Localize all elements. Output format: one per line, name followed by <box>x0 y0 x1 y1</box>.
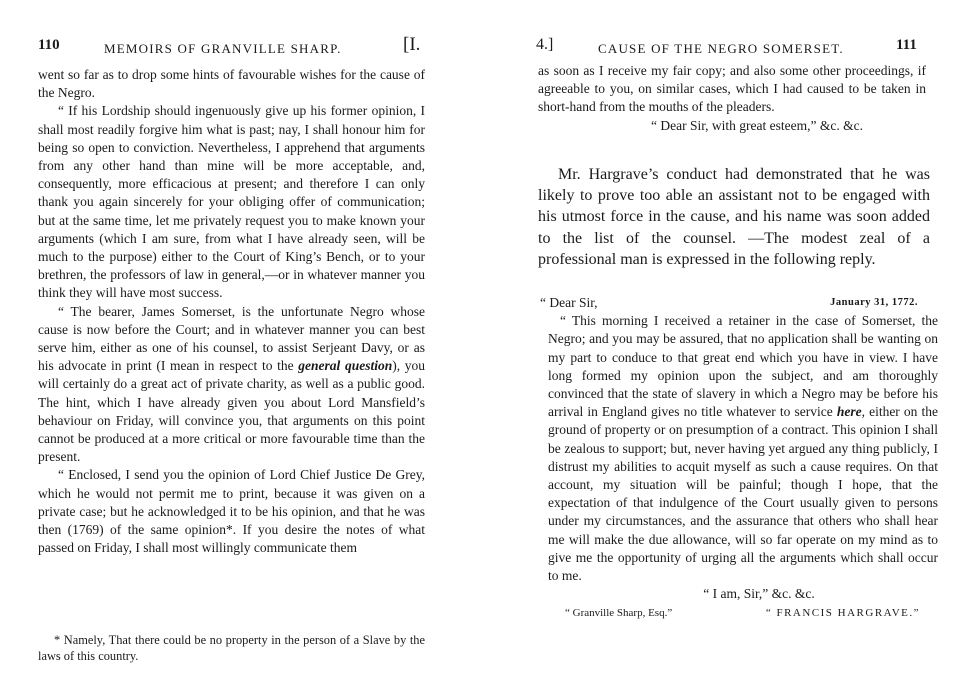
right-page <box>500 0 980 700</box>
left-page <box>0 0 480 700</box>
left-chapter-mark: [I. <box>403 34 421 55</box>
letter-addressee: “ Granville Sharp, Esq.” <box>565 607 673 620</box>
letter-closing: “ I am, Sir,” &c. &c. <box>703 586 815 602</box>
left-page-number: 110 <box>38 37 60 53</box>
right-paragraph-2: Mr. Hargrave’s conduct had demonstrated that he was likely to prove too able an assistant not to be engaged with his utmost force in the cause, and his name was soon added to the list of the counsel. —The modest zeal of a professional man is expressed in the following reply. <box>538 166 930 268</box>
letter-body-part-a: “ This morning I received a retainer in the case of Somerset, the Negro; and you may be assured, that no application shall be wanting on my part to conduce to that great end which you have in view. I have long formed my opinion upon the subject, and am thoroughly convinced that the state of slavery in which a Negro may be before his arrival in England gives no title whatever to service <box>548 313 938 420</box>
left-paragraph-3-italic: general question <box>298 358 393 374</box>
left-running-head: MEMOIRS OF GRANVILLE SHARP. <box>104 41 342 56</box>
left-paragraph-4: “ Enclosed, I send you the opinion of Lord Chief Justice De Grey, which he would not permit me to print, because it was given on a private case; but he acknowledged it to be his opinion, and that he was then (1769) of the same opinion*. If you desire the notes of what passed on Friday, I shall most willingly communicate them <box>38 467 425 556</box>
letter-date: January 31, 1772. <box>830 297 918 308</box>
right-chapter-mark: 4.] <box>536 36 554 53</box>
letter-signoff <box>540 604 938 622</box>
letter-body-part-b: , either on the ground of property or on presumption of a contract. This opinion I shall be zealous to support; but, never having yet argued any thing publicly, I distrust my abilities to acquit myself as such a cause requires. On that account, my situation will be painful; though I hope, that the expectation of that indulgence of the Court usually given to persons under my circumstances, and the assurance that others who shall hear me will make the due allowance, will so far operate on my mind as to give me the opportunity of urging all the arguments which shall occur to me. <box>548 404 939 584</box>
left-body <box>38 66 425 557</box>
left-footnote: * Namely, That there could be no property in the person of a Slave by the laws of this country. <box>38 633 425 663</box>
left-paragraph-1: went so far as to drop some hints of favourable wishes for the cause of the Negro. <box>38 67 425 101</box>
left-paragraph-2: “ If his Lordship should ingenuously give up his former opinion, I shall most readily forgive him what is past; nay, I shall honour him for being so open to conviction. Nevertheless, I apprehend that arguments from any other hand than mine will be more acceptable, and, consequently, more efficacious at present; and therefore I can only thank you again sincerely for your obliging offer of communication; but at the same time, let me privately request you to make known your arguments (which I am sure, from what I have already seen, will be much to the purpose) either to the Court of King’s Bench, or to your brethren, the professors of law in general,—or in whatever manner you think they will have most success. <box>38 103 425 301</box>
letter-salutation: “ Dear Sir, <box>540 295 598 310</box>
right-page-number: 111 <box>896 37 917 53</box>
letter-heading <box>540 294 938 312</box>
left-paragraph-3 <box>38 303 425 467</box>
letter-body <box>540 312 938 585</box>
right-letter <box>540 294 938 623</box>
letter-body-italic: here <box>836 404 862 420</box>
right-body-top <box>538 62 926 135</box>
right-closing-1: “ Dear Sir, with great esteem,” &c. &c. <box>651 117 863 133</box>
right-running-head: CAUSE OF THE NEGRO SOMERSET. <box>598 41 844 56</box>
right-paragraph-1: as soon as I receive my fair copy; and also some other proceedings, if agreeable to you, on similar cases, which I had caused to be taken in short-hand from the mouths of the pleaders. <box>538 63 926 115</box>
right-narrative <box>538 164 930 270</box>
left-paragraph-3-part-b: ), you will certainly do a great act of private charity, as well as a public good. The hint, which I have already given you about Lord Mansfield’s behaviour on Friday, will convince you, that arguments on this point cannot be produced at a more critical or more favourable time than the present. <box>38 358 425 465</box>
letter-signature: “ FRANCIS HARGRAVE.” <box>765 607 920 620</box>
left-paragraph-3-part-a: “ The bearer, James Somerset, is the unfortunate Negro whose cause is now before the Court; and in whatever manner you can best serve him, either as one of his counsel, to assist Serjeant Davy, or as his advocate in print (I mean in respect to the <box>38 303 425 374</box>
